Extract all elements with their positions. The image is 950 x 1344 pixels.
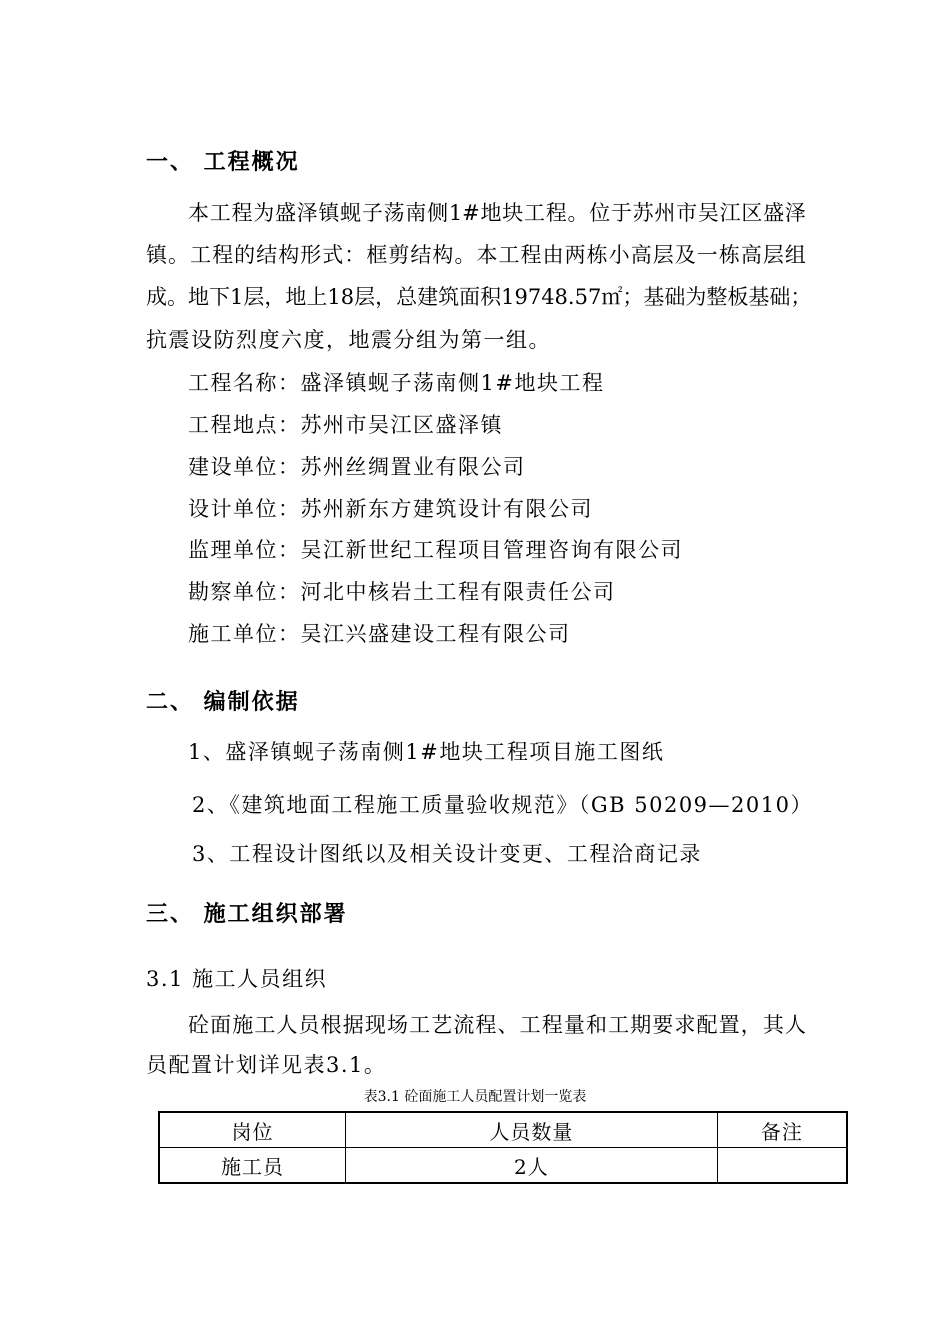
construction-unit-line: 施工单位：吴江兴盛建设工程有限公司 — [188, 622, 571, 646]
table-header-cell: 人员数量 — [345, 1112, 717, 1148]
table-cell: 施工员 — [159, 1148, 345, 1184]
basis-item-3: 3、工程设计图纸以及相关设计变更、工程洽商记录 — [192, 842, 702, 866]
staffing-table — [158, 1111, 848, 1184]
supervision-unit-line: 监理单位：吴江新世纪工程项目管理咨询有限公司 — [188, 538, 683, 562]
section-1-heading: 一、 工程概况 — [146, 149, 300, 175]
table-header-cell: 岗位 — [159, 1112, 345, 1148]
basis-item-2: 2、《建筑地面工程施工质量验收规范》（GB 50209—2010） — [192, 793, 813, 817]
section-2-heading: 二、 编制依据 — [146, 689, 300, 715]
design-unit-line: 设计单位：苏州新东方建筑设计有限公司 — [188, 497, 593, 521]
section-3-heading: 三、 施工组织部署 — [146, 901, 348, 927]
table-cell: 2人 — [345, 1148, 717, 1184]
subsection-3-1-heading: 3.1 施工人员组织 — [146, 967, 328, 991]
table-header-row — [159, 1112, 847, 1148]
table-cell — [717, 1148, 847, 1184]
overview-paragraph-line-2: 镇 。 工 程 的 结 构 形 式 ： 框 剪 结 构 。 本 工 程 由 两 栋 小 高 层 及 一 栋 高 层 组 — [146, 243, 806, 267]
basis-item-1: 1、盛泽镇蚬子荡南侧1#地块工程项目施工图纸 — [188, 740, 665, 764]
survey-unit-line: 勘察单位：河北中核岩土工程有限责任公司 — [188, 580, 616, 604]
table-header-cell: 备注 — [717, 1112, 847, 1148]
table-caption: 表3.1 砼面施工人员配置计划一览表 — [363, 1089, 587, 1105]
owner-unit-line: 建设单位：苏州丝绸置业有限公司 — [188, 455, 526, 479]
staffing-paragraph-line-1: 砼 面 施 工 人 员 根 据 现 场 工 艺 流 程 、 工 程 量 和 工 期 要 求 配 置 ， 其 人 — [188, 1013, 806, 1037]
staffing-paragraph-line-2: 员配置计划详见表3.1。 — [146, 1053, 387, 1077]
project-name-line: 工程名称：盛泽镇蚬子荡南侧1#地块工程 — [188, 371, 605, 395]
overview-paragraph-line-1: 本 工 程 为 盛 泽 镇 蚬 子 荡 南 侧 1# 地 块 工 程 。 位 于 苏 州 市 吴 江 区 盛 泽 — [188, 201, 806, 225]
table-row — [159, 1148, 847, 1184]
project-location-line: 工程地点：苏州市吴江区盛泽镇 — [188, 413, 503, 437]
overview-paragraph-line-4: 抗震设防烈度六度，地震分组为第一组。 — [146, 328, 551, 352]
overview-paragraph-line-3: 成 。 地 下 1 层 ， 地 上 18 层 ， 总 建 筑 面 积 19748.57 ㎡ ； 基 础 为 整 板 基 础 ； — [146, 285, 812, 309]
